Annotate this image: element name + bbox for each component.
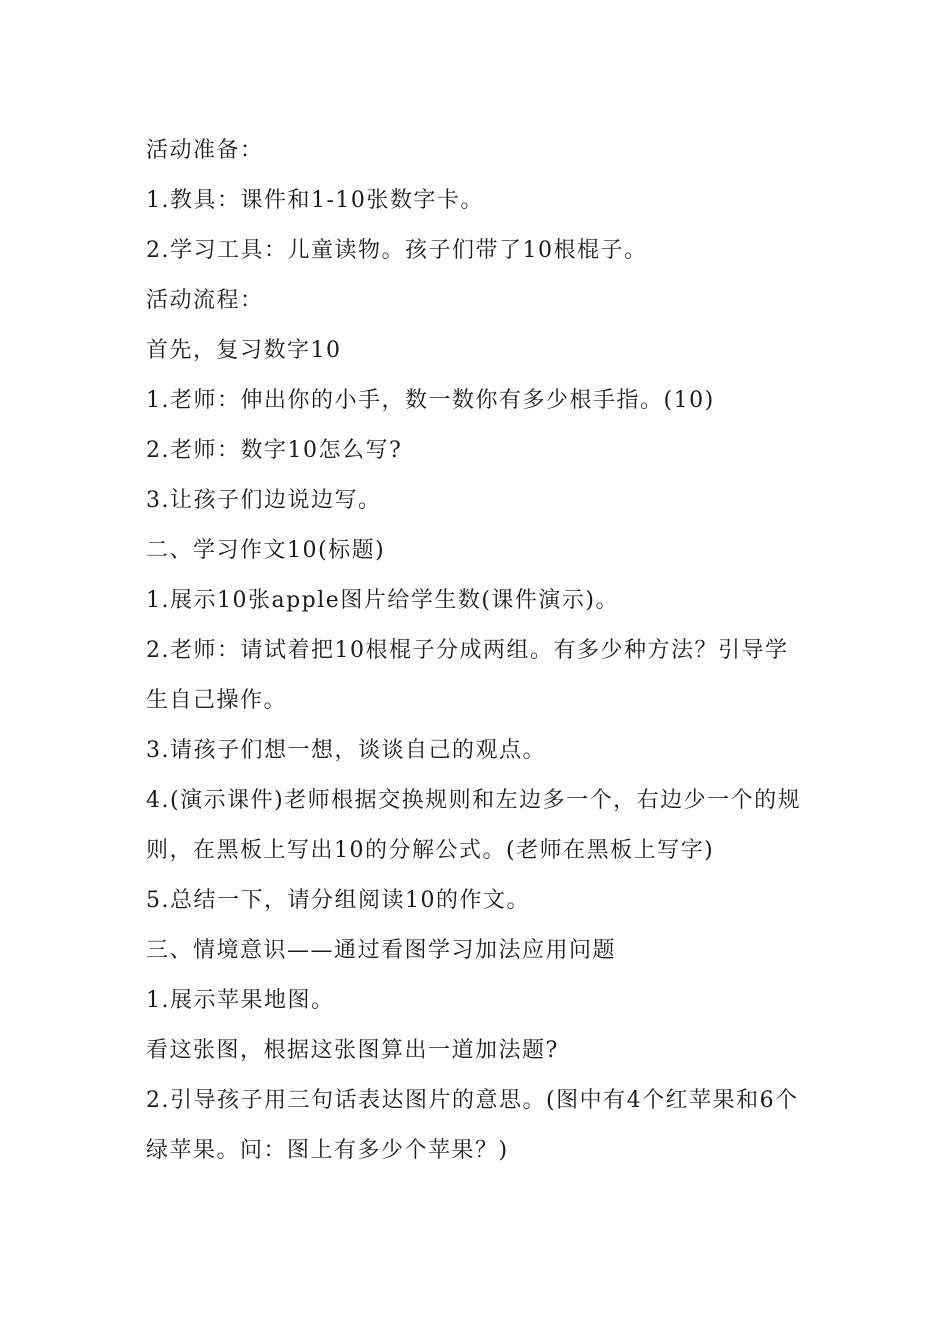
list-item: 1.老师：伸出你的小手，数一数你有多少根手指。(10) <box>146 388 715 413</box>
section-heading-review: 首先，复习数字10 <box>146 338 342 363</box>
list-item: 2.老师：请试着把10根棍子分成两组。有多少种方法？引导学生自己操作。 <box>146 638 789 713</box>
list-item: 3.让孩子们边说边写。 <box>146 488 382 513</box>
section-heading-preparation: 活动准备： <box>146 138 264 163</box>
section-heading-process: 活动流程： <box>146 288 264 313</box>
section-heading-situation: 三、情境意识——通过看图学习加法应用问题 <box>146 938 617 963</box>
list-item: 2.引导孩子用三句话表达图片的意思。(图中有4个红苹果和6个绿苹果。问：图上有多少个苹果？) <box>146 1088 799 1163</box>
list-item: 1.展示苹果地图。 <box>146 988 335 1013</box>
document-body <box>146 126 810 1176</box>
paragraph: 看这张图，根据这张图算出一道加法题? <box>146 1038 559 1063</box>
list-item: 1.教具：课件和1-10张数字卡。 <box>146 188 484 213</box>
list-item: 4.(演示课件)老师根据交换规则和左边多一个，右边少一个的规则，在黑板上写出10的分解公式。(老师在黑板上写字) <box>146 788 802 863</box>
list-item: 1.展示10张apple图片给学生数(课件演示)。 <box>146 588 619 613</box>
list-item: 5.总结一下，请分组阅读10的作文。 <box>146 888 530 913</box>
list-item: 2.老师：数字10怎么写? <box>146 438 403 463</box>
section-heading-composition: 二、学习作文10(标题) <box>146 538 386 563</box>
list-item: 2.学习工具：儿童读物。孩子们带了10根棍子。 <box>146 238 648 263</box>
list-item: 3.请孩子们想一想，谈谈自己的观点。 <box>146 738 546 763</box>
